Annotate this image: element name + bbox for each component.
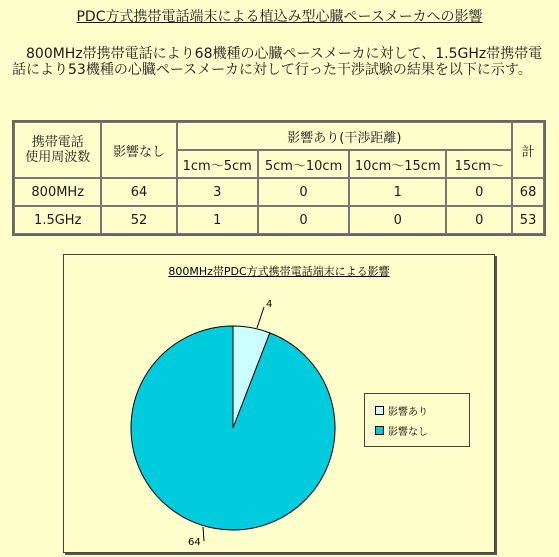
data-label-effect: 4 <box>266 299 273 310</box>
row-d2: 0 <box>258 178 349 206</box>
row-d1: 1 <box>177 206 258 234</box>
legend-swatch-effect <box>375 406 384 415</box>
row-none: 52 <box>101 206 176 234</box>
header-effect: 影響あり(干渉距離) <box>177 122 513 150</box>
legend-item <box>375 403 428 418</box>
chart-legend <box>364 393 470 447</box>
leader-line <box>203 527 204 541</box>
row-total: 53 <box>512 206 544 234</box>
header-dist-4: 15cm〜 <box>446 150 512 178</box>
pie-chart <box>63 254 495 553</box>
header-total: 計 <box>512 122 544 178</box>
legend-swatch-no-effect <box>375 426 384 435</box>
table-row <box>14 206 544 234</box>
header-dist-3: 10cm〜15cm <box>349 150 446 178</box>
pie-slice-no-effect <box>131 326 335 530</box>
row-none: 64 <box>101 178 176 206</box>
results-table <box>12 120 546 236</box>
chart-title: 800MHz帯PDC方式携帯電話端末による影響 <box>168 265 390 278</box>
header-no-effect: 影響なし <box>101 122 176 178</box>
row-d4: 0 <box>446 206 512 234</box>
intro-paragraph: 800MHz帯携帯電話により68機種の心臓ペースメーカに対して、1.5GHz帯携帯電話により53機種の心臓ペースメーカに対して行った干渉試験の結果を以下に示す。 <box>12 46 543 78</box>
table-row <box>14 178 544 206</box>
row-d1: 3 <box>177 178 258 206</box>
row-d3: 0 <box>349 206 446 234</box>
row-d2: 0 <box>258 206 349 234</box>
row-d4: 0 <box>446 178 512 206</box>
data-label-no-effect: 64 <box>188 537 201 548</box>
row-freq: 800MHz <box>14 178 101 206</box>
legend-item <box>375 423 428 438</box>
row-freq: 1.5GHz <box>14 206 101 234</box>
leader-line <box>257 307 264 328</box>
row-d3: 1 <box>349 178 446 206</box>
legend-label: 影響あり <box>388 407 428 418</box>
header-frequency: 携帯電話 使用周波数 <box>14 122 101 178</box>
header-dist-2: 5cm〜10cm <box>258 150 349 178</box>
row-total: 68 <box>512 178 544 206</box>
legend-label: 影響なし <box>388 427 428 438</box>
header-dist-1: 1cm〜5cm <box>177 150 258 178</box>
page-title: PDC方式携帯電話端末による植込み型心臓ペースメーカへの影響 <box>76 9 483 25</box>
